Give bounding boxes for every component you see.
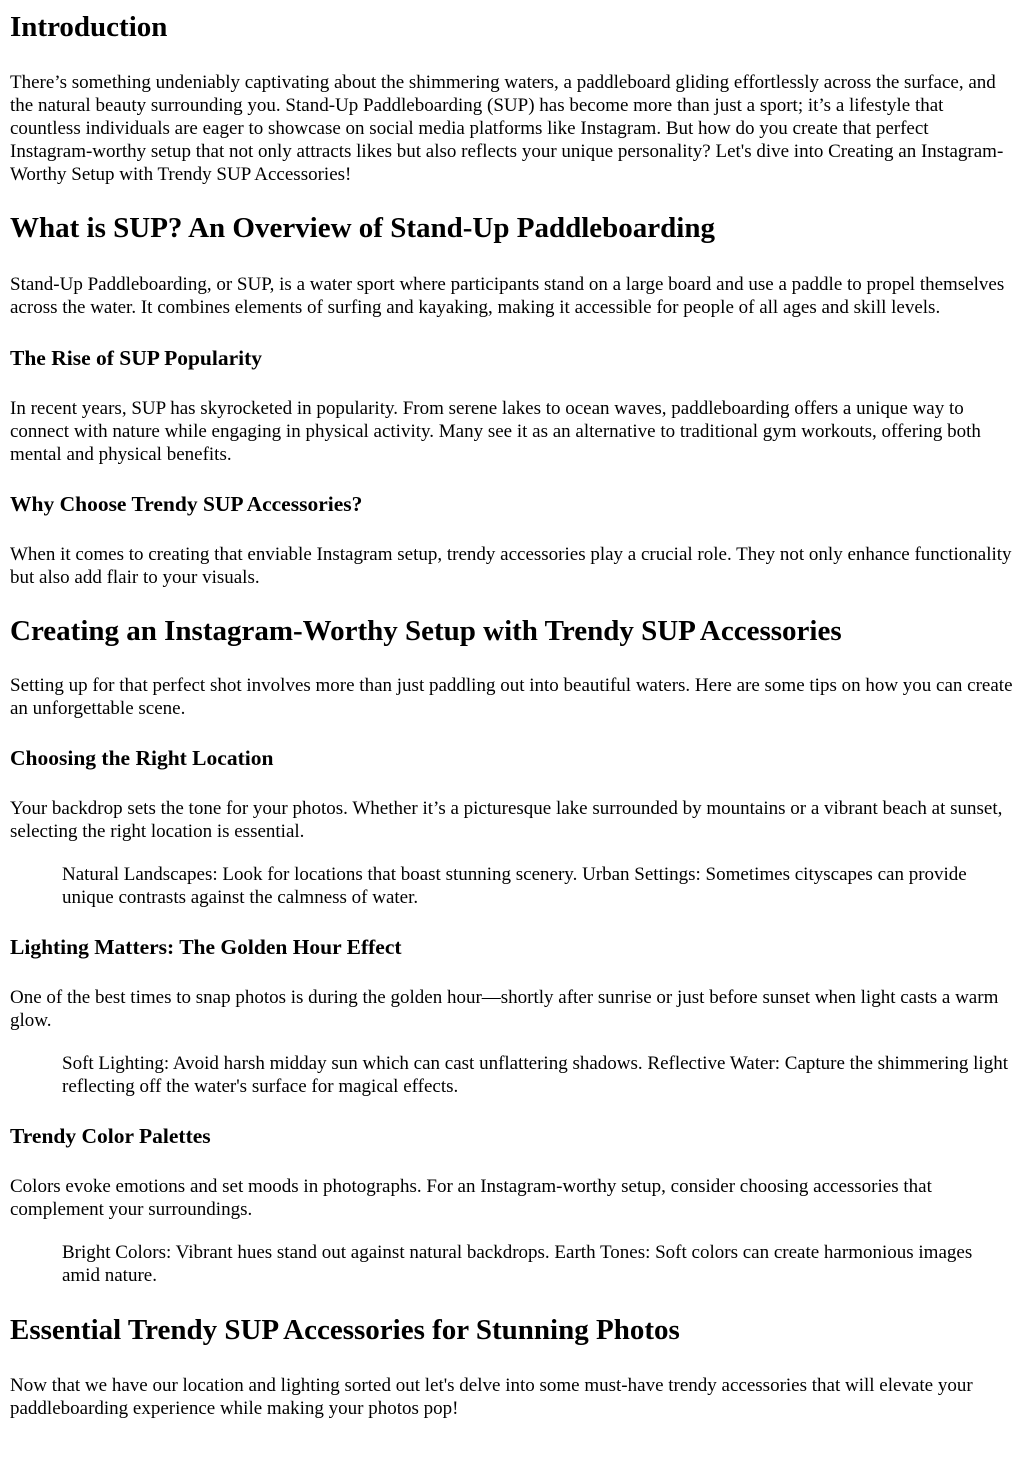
essential-paragraph: Now that we have our location and lighting sorted out let's delve into some must-have trendy accessories that will elevate your paddleboarding experience while making your photos pop! [10, 1375, 973, 1419]
colors-quote: Bright Colors: Vibrant hues stand out against natural backdrops. Earth Tones: Soft colors can create harmonious images amid nature. [62, 1242, 973, 1286]
lighting-paragraph: One of the best times to snap photos is during the golden hour—shortly after sunrise or just before sunset when light casts a warm glow. [10, 987, 999, 1031]
section-title-what-is-sup: What is SUP? An Overview of Stand-Up Paddleboarding [10, 212, 715, 244]
creating-paragraph: Setting up for that perfect shot involves more than just paddling out into beautiful waters. Here are some tips on how you can create an unforgettable scene. [10, 675, 1013, 719]
location-quote: Natural Landscapes: Look for locations that boast stunning scenery. Urban Settings: Sometimes cityscapes can provide unique contrasts against the calmness of water. [62, 864, 967, 908]
article [0, 10, 1024, 1420]
section-title-creating: Creating an Instagram-Worthy Setup with Trendy SUP Accessories [10, 615, 842, 647]
lighting-quote: Soft Lighting: Avoid harsh midday sun which can cast unflattering shadows. Reflective Water: Capture the shimmering light reflecting off the water's surface for magical effects. [62, 1053, 1008, 1097]
subsection-title-location: Choosing the Right Location [10, 746, 274, 770]
location-paragraph: Your backdrop sets the tone for your photos. Whether it’s a picturesque lake surrounded by mountains or a vibrant beach at sunset, selecting the right location is essential. [10, 798, 1003, 842]
colors-paragraph: Colors evoke emotions and set moods in photographs. For an Instagram-worthy setup, consider choosing accessories that complement your surroundings. [10, 1176, 932, 1220]
introduction-paragraph: There’s something undeniably captivating about the shimmering waters, a paddleboard gliding effortlessly across the surface, and the natural beauty surrounding you. Stand-Up Paddleboarding (SUP) has become more than just a sport; it’s a lifestyle that countless individuals are eager to showcase on social media platforms like Instagram. But how do you create that perfect Instagram-worthy setup that not only attracts likes but also reflects your unique personality? Let's dive into Creating an Instagram-Worthy Setup with Trendy SUP Accessories! [10, 72, 1004, 185]
subsection-title-lighting: Lighting Matters: The Golden Hour Effect [10, 935, 402, 959]
section-title-introduction: Introduction [10, 11, 168, 43]
subsection-title-colors: Trendy Color Palettes [10, 1124, 211, 1148]
section-title-essential: Essential Trendy SUP Accessories for Stunning Photos [10, 1314, 680, 1346]
subsection-title-rise: The Rise of SUP Popularity [10, 346, 263, 370]
subsection-title-why-choose: Why Choose Trendy SUP Accessories? [10, 492, 363, 516]
what-is-sup-paragraph: Stand-Up Paddleboarding, or SUP, is a water sport where participants stand on a large board and use a paddle to propel themselves across the water. It combines elements of surfing and kayaking, making it accessible for people of all ages and skill levels. [10, 274, 1005, 318]
rise-paragraph: In recent years, SUP has skyrocketed in popularity. From serene lakes to ocean waves, paddleboarding offers a unique way to connect with nature while engaging in physical activity. Many see it as an alternative to traditional gym workouts, offering both mental and physical benefits. [10, 398, 981, 465]
why-choose-paragraph: When it comes to creating that enviable Instagram setup, trendy accessories play a crucial role. They not only enhance functionality but also add flair to your visuals. [10, 544, 1012, 588]
